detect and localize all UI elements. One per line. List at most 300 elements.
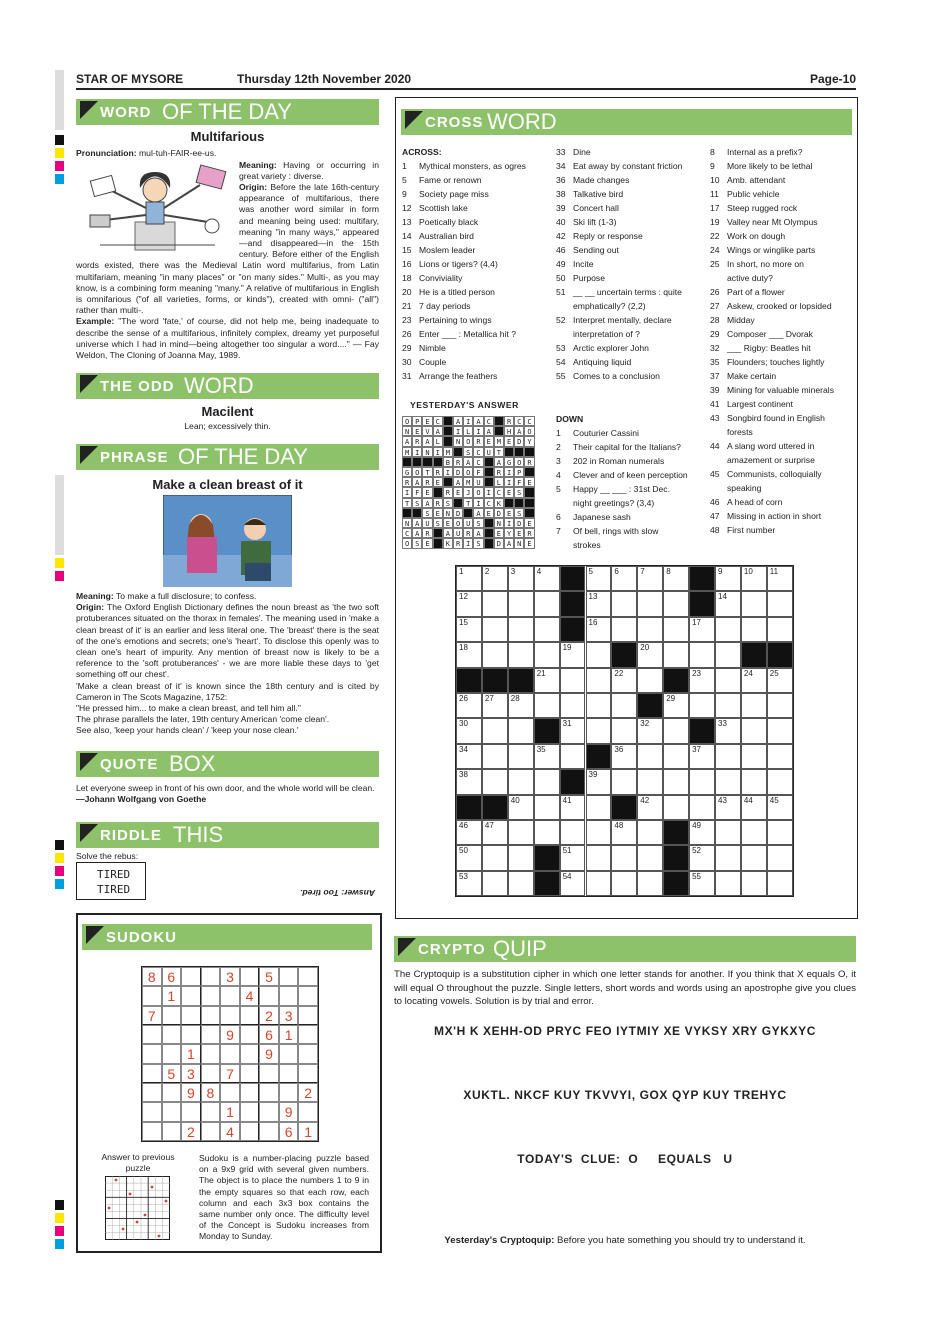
sudoku-cell[interactable]	[201, 1064, 221, 1083]
crossword-cell[interactable]: 44	[741, 795, 767, 820]
sudoku-cell[interactable]	[201, 986, 221, 1005]
crossword-cell[interactable]	[482, 591, 508, 616]
sudoku-cell[interactable]	[279, 1083, 299, 1102]
crossword-cell[interactable]	[767, 769, 793, 794]
answer-letter: A	[453, 416, 463, 426]
sudoku-cell[interactable]: 4	[240, 986, 260, 1005]
sudoku-cell[interactable]	[162, 1083, 182, 1102]
crossword-cell[interactable]	[508, 744, 534, 769]
sudoku-cell[interactable]: 7	[142, 1006, 162, 1025]
answer-letter: D	[453, 508, 463, 518]
crossword-cell[interactable]	[534, 642, 560, 667]
crossword-cell[interactable]	[586, 795, 612, 820]
yesterday-crossword-grid	[402, 416, 534, 548]
crossword-cell[interactable]	[715, 693, 741, 718]
sudoku-prev-label: Answer to previous puzzle	[101, 1152, 175, 1174]
crossword-cell[interactable]: 12	[456, 591, 482, 616]
crossword-cell[interactable]: 35	[534, 744, 560, 769]
crossword-cell[interactable]: 46	[456, 820, 482, 845]
crossword-cell[interactable]	[637, 820, 663, 845]
banner-title: PHRASE	[100, 449, 169, 466]
sudoku-cell[interactable]	[142, 1025, 162, 1044]
clue-item: 21 7 day periods	[402, 301, 471, 311]
answer-letter: A	[412, 518, 422, 528]
sudoku-cell[interactable]	[279, 1044, 299, 1063]
crossword-cell[interactable]: 13	[586, 591, 612, 616]
crossword-cell[interactable]: 38	[456, 769, 482, 794]
sudoku-cell[interactable]: 1	[298, 1122, 318, 1141]
crossword-cell[interactable]: 22	[611, 668, 637, 693]
crossword-cell[interactable]: 3	[508, 566, 534, 591]
crossword-cell[interactable]	[767, 871, 793, 896]
crossword-cell[interactable]: 33	[715, 718, 741, 743]
crossword-cell[interactable]	[715, 744, 741, 769]
crossword-cell[interactable]: 51	[560, 845, 586, 870]
crossword-cell[interactable]	[715, 820, 741, 845]
crossword-cell[interactable]	[663, 744, 689, 769]
clue-item: 29 Nimble	[402, 343, 446, 353]
answer-letter: M	[494, 436, 504, 446]
sudoku-cell[interactable]: 6	[279, 1122, 299, 1141]
crossword-cell[interactable]	[715, 845, 741, 870]
sudoku-cell[interactable]: 1	[181, 1044, 201, 1063]
crossword-cell[interactable]	[663, 617, 689, 642]
sudoku-cell[interactable]	[162, 1122, 182, 1141]
clue-item: 16 Lions or tigers? (4,4)	[402, 259, 498, 269]
sudoku-cell[interactable]: 6	[259, 1025, 279, 1044]
black-square	[402, 457, 412, 467]
answer-letter: Y	[524, 436, 534, 446]
answer-letter: R	[402, 477, 412, 487]
sudoku-cell[interactable]	[142, 1064, 162, 1083]
crossword-cell[interactable]	[663, 769, 689, 794]
crossword-cell[interactable]: 15	[456, 617, 482, 642]
sudoku-cell[interactable]	[201, 1006, 221, 1025]
crossword-cell[interactable]: 54	[560, 871, 586, 896]
cryptoquip-intro: The Cryptoquip is a substitution cipher in which one letter stands for another. If you think that X equals O, it will equal O throughout the puzzle. Single letters, short words and words using an apostrophe give you clues to locating vowels. Solution is by trial and error.	[394, 969, 856, 1007]
sudoku-cell[interactable]: 1	[162, 986, 182, 1005]
word-title: Multifarious	[190, 129, 265, 144]
crossword-cell[interactable]: 8	[663, 566, 689, 591]
sudoku-cell[interactable]: 8	[201, 1083, 221, 1102]
crossword-cell[interactable]	[689, 795, 715, 820]
clue-item: 3 202 in Roman numerals	[556, 456, 665, 466]
clue-item: strokes	[573, 540, 601, 550]
crossword-cell[interactable]	[482, 769, 508, 794]
crossword-cell[interactable]	[560, 693, 586, 718]
cryptoquip-clue: TODAY'S CLUE: O EQUALS U	[517, 1152, 733, 1166]
crossword-cell[interactable]: 31	[560, 718, 586, 743]
crossword-cell[interactable]	[637, 769, 663, 794]
sudoku-cell[interactable]	[181, 1006, 201, 1025]
clue-item: 48 First number	[710, 525, 776, 535]
sudoku-cell[interactable]: 2	[181, 1122, 201, 1141]
crossword-cell[interactable]: 19	[560, 642, 586, 667]
sudoku-cell[interactable]	[240, 1102, 260, 1121]
sudoku-cell[interactable]	[201, 1102, 221, 1121]
crossword-cell[interactable]	[586, 820, 612, 845]
sudoku-grid[interactable]	[141, 966, 319, 1142]
sudoku-cell[interactable]	[298, 1006, 318, 1025]
black-square	[663, 820, 689, 845]
crossword-cell[interactable]: 26	[456, 693, 482, 718]
sudoku-cell[interactable]	[298, 967, 318, 986]
crossword-cell[interactable]	[767, 693, 793, 718]
crossword-cell[interactable]	[637, 617, 663, 642]
sudoku-cell[interactable]: 4	[220, 1122, 240, 1141]
crossword-cell[interactable]	[663, 591, 689, 616]
answer-letter: C	[402, 528, 412, 538]
crossword-cell[interactable]	[611, 718, 637, 743]
answer-letter: F	[473, 467, 483, 477]
sudoku-cell[interactable]	[201, 1044, 221, 1063]
crossword-cell[interactable]	[637, 668, 663, 693]
crossword-cell[interactable]: 25	[767, 668, 793, 693]
sudoku-cell[interactable]	[181, 1102, 201, 1121]
clue-item: 5 Fame or renown	[402, 175, 482, 185]
crossword-cell[interactable]	[741, 845, 767, 870]
clue-item: 52 Interpret mentally, declare	[556, 315, 672, 325]
crossword-cell[interactable]	[508, 591, 534, 616]
crossword-cell[interactable]	[534, 617, 560, 642]
crossword-cell[interactable]: 45	[767, 795, 793, 820]
crossword-cell[interactable]	[586, 871, 612, 896]
sudoku-cell[interactable]	[240, 1083, 260, 1102]
odd-word-banner	[76, 373, 379, 399]
sudoku-cell[interactable]	[201, 1122, 221, 1141]
crossword-cell[interactable]: 28	[508, 693, 534, 718]
crossword-cell[interactable]: 16	[586, 617, 612, 642]
answer-letter: R	[494, 467, 504, 477]
crossword-cell[interactable]: 6	[611, 566, 637, 591]
crossword-cell[interactable]	[482, 744, 508, 769]
sudoku-cell[interactable]	[259, 1083, 279, 1102]
sudoku-cell[interactable]	[259, 1102, 279, 1121]
crossword-cell[interactable]: 36	[611, 744, 637, 769]
sudoku-cell[interactable]: 1	[279, 1025, 299, 1044]
crossword-cell[interactable]: 18	[456, 642, 482, 667]
crossword-cell[interactable]	[560, 820, 586, 845]
crossword-cell[interactable]	[663, 642, 689, 667]
answer-letter: O	[514, 457, 524, 467]
crossword-cell[interactable]	[508, 642, 534, 667]
sudoku-cell[interactable]: 6	[162, 967, 182, 986]
answer-letter: M	[463, 477, 473, 487]
sudoku-cell[interactable]	[298, 1025, 318, 1044]
sudoku-cell[interactable]	[201, 1025, 221, 1044]
answer-letter: A	[412, 528, 422, 538]
crossword-cell[interactable]: 30	[456, 718, 482, 743]
answer-letter: F	[514, 477, 524, 487]
clue-item: 6 Japanese sash	[556, 512, 631, 522]
clue-item: 4 Clever and of keen perception	[556, 470, 688, 480]
banner-title-light: OF THE DAY	[178, 444, 308, 469]
answer-letter: R	[473, 436, 483, 446]
crossword-cell[interactable]: 14	[715, 591, 741, 616]
answer-letter: N	[443, 508, 453, 518]
sudoku-cell[interactable]	[298, 1044, 318, 1063]
black-square	[611, 795, 637, 820]
crossword-cell[interactable]	[767, 591, 793, 616]
answer-letter: K	[443, 538, 453, 548]
sudoku-cell[interactable]: 3	[181, 1064, 201, 1083]
crossword-cell[interactable]	[534, 591, 560, 616]
crossword-cell[interactable]: 9	[715, 566, 741, 591]
crossword-cell[interactable]	[611, 693, 637, 718]
crossword-cell[interactable]: 34	[456, 744, 482, 769]
answer-letter: E	[504, 508, 514, 518]
crossword-cell[interactable]	[534, 769, 560, 794]
sudoku-cell[interactable]	[142, 1083, 162, 1102]
answer-letter: R	[463, 528, 473, 538]
crossword-cell[interactable]	[663, 718, 689, 743]
sudoku-cell[interactable]	[298, 986, 318, 1005]
crossword-cell[interactable]	[741, 693, 767, 718]
sudoku-cell[interactable]: 7	[220, 1064, 240, 1083]
sudoku-cell[interactable]	[240, 1044, 260, 1063]
crossword-cell[interactable]	[508, 820, 534, 845]
crossword-cell[interactable]	[611, 845, 637, 870]
sudoku-cell[interactable]: 9	[259, 1044, 279, 1063]
crossword-cell[interactable]: 29	[663, 693, 689, 718]
sudoku-cell[interactable]: 9	[220, 1025, 240, 1044]
crossword-cell[interactable]: 50	[456, 845, 482, 870]
banner-title: SUDOKU	[106, 929, 178, 946]
answer-letter: S	[473, 538, 483, 548]
crossword-cell[interactable]	[663, 795, 689, 820]
sudoku-cell[interactable]	[298, 1064, 318, 1083]
crossword-cell[interactable]: 37	[689, 744, 715, 769]
black-square	[611, 642, 637, 667]
crossword-cell[interactable]	[741, 820, 767, 845]
sudoku-cell[interactable]	[259, 986, 279, 1005]
crossword-cell[interactable]: 41	[560, 795, 586, 820]
crossword-cell[interactable]: 11	[767, 566, 793, 591]
clue-item: 34 Eat away by constant friction	[556, 161, 683, 171]
crossword-cell[interactable]: 1	[456, 566, 482, 591]
clue-item: 15 Moslem leader	[402, 245, 476, 255]
crossword-cell[interactable]: 42	[637, 795, 663, 820]
crossword-cell[interactable]	[482, 642, 508, 667]
yesterday-cryptoquip: Yesterday's Cryptoquip: Before you hate something you should try to understand it.	[444, 1235, 806, 1246]
crossword-cell[interactable]	[715, 668, 741, 693]
sudoku-cell[interactable]	[259, 1064, 279, 1083]
sudoku-cell[interactable]	[142, 1044, 162, 1063]
crossword-cell[interactable]	[767, 845, 793, 870]
banner-title-light: QUIP	[493, 936, 547, 961]
clue-item: active duty?	[727, 273, 773, 283]
sudoku-cell[interactable]: 1	[220, 1102, 240, 1121]
crossword-cell[interactable]	[586, 718, 612, 743]
crossword-cell[interactable]	[586, 668, 612, 693]
answer-letter: E	[484, 436, 494, 446]
crossword-cell[interactable]	[611, 591, 637, 616]
sudoku-cell[interactable]: 8	[142, 967, 162, 986]
sudoku-cell[interactable]	[240, 1122, 260, 1141]
answer-letter: I	[453, 426, 463, 436]
crossword-cell[interactable]	[482, 617, 508, 642]
crossword-cell[interactable]: 48	[611, 820, 637, 845]
sudoku-cell[interactable]	[181, 967, 201, 986]
sudoku-cell[interactable]: 9	[279, 1102, 299, 1121]
crossword-cell[interactable]	[560, 668, 586, 693]
answer-letter: A	[453, 477, 463, 487]
sudoku-cell[interactable]	[259, 1122, 279, 1141]
crossword-cell[interactable]: 55	[689, 871, 715, 896]
crossword-cell[interactable]: 40	[508, 795, 534, 820]
sudoku-cell[interactable]	[240, 1064, 260, 1083]
answer-letter: A	[422, 498, 432, 508]
crossword-cell[interactable]: 39	[586, 769, 612, 794]
crossword-cell[interactable]: 43	[715, 795, 741, 820]
crossword-cell[interactable]	[637, 744, 663, 769]
crossword-cell[interactable]	[767, 744, 793, 769]
crossword-cell[interactable]	[534, 693, 560, 718]
sudoku-cell[interactable]	[279, 986, 299, 1005]
crossword-cell[interactable]: 53	[456, 871, 482, 896]
black-square	[443, 426, 453, 436]
sudoku-cell[interactable]	[142, 1102, 162, 1121]
crossword-cell[interactable]	[715, 871, 741, 896]
clue-item: 51 __ __ uncertain terms : quite	[556, 287, 682, 297]
crossword-cell[interactable]: 27	[482, 693, 508, 718]
crossword-cell[interactable]	[482, 845, 508, 870]
crossword-cell[interactable]: 2	[482, 566, 508, 591]
crossword-cell[interactable]: 49	[689, 820, 715, 845]
sudoku-cell[interactable]	[220, 1006, 240, 1025]
crossword-cell[interactable]	[767, 617, 793, 642]
answer-letter: D	[494, 508, 504, 518]
crossword-cell[interactable]	[508, 871, 534, 896]
answer-letter: I	[504, 477, 514, 487]
crossword-cell[interactable]	[689, 693, 715, 718]
crossword-cell[interactable]: 23	[689, 668, 715, 693]
crossword-cell[interactable]	[741, 871, 767, 896]
sudoku-cell[interactable]	[162, 1044, 182, 1063]
crossword-cell[interactable]	[586, 693, 612, 718]
crossword-cell[interactable]	[508, 769, 534, 794]
sudoku-cell[interactable]	[240, 967, 260, 986]
answer-letter: M	[443, 447, 453, 457]
answer-letter: U	[484, 447, 494, 457]
crossword-cell[interactable]	[741, 769, 767, 794]
crossword-cell[interactable]: 21	[534, 668, 560, 693]
sudoku-cell[interactable]	[220, 986, 240, 1005]
sudoku-cell[interactable]	[142, 986, 162, 1005]
sudoku-cell[interactable]	[181, 1025, 201, 1044]
sudoku-cell[interactable]	[298, 1102, 318, 1121]
crossword-cell[interactable]	[741, 718, 767, 743]
crossword-cell[interactable]	[767, 718, 793, 743]
crossword-cell[interactable]	[637, 591, 663, 616]
crossword-cell[interactable]: 10	[741, 566, 767, 591]
crossword-cell[interactable]	[715, 769, 741, 794]
sudoku-cell[interactable]	[162, 1025, 182, 1044]
clue-item: 55 Comes to a conclusion	[556, 371, 660, 381]
crossword-cell[interactable]: 32	[637, 718, 663, 743]
sudoku-cell[interactable]	[240, 1006, 260, 1025]
sudoku-cell[interactable]	[162, 1102, 182, 1121]
crossword-cell[interactable]	[689, 642, 715, 667]
answer-letter: V	[422, 426, 432, 436]
crossword-cell[interactable]	[715, 617, 741, 642]
crossword-cell[interactable]	[586, 642, 612, 667]
crossword-cell[interactable]	[508, 845, 534, 870]
answer-letter: O	[473, 487, 483, 497]
crossword-cell[interactable]	[508, 617, 534, 642]
cryptoquip-banner	[394, 936, 856, 962]
crossword-cell[interactable]	[482, 871, 508, 896]
sudoku-cell[interactable]: 2	[298, 1083, 318, 1102]
sudoku-cell[interactable]	[142, 1122, 162, 1141]
registration-mark	[55, 879, 64, 889]
rebus-line: TIRED	[97, 883, 131, 896]
sudoku-cell[interactable]	[279, 967, 299, 986]
crossword-cell[interactable]	[611, 769, 637, 794]
crossword-cell[interactable]	[534, 820, 560, 845]
crossword-cell[interactable]	[482, 718, 508, 743]
across-clues-col1: ACROSS: 1 Mythical monsters, as ogres 5 Fame or renown 9 Society page miss 12 Scottish lake 13 Poetically black 14 Australian bird 15 Moslem leader 16 Lions or tigers? (4,4) 18 Conviviality 20 He is a titled person 21 7 day periods 23 Pertaining to wings 26 Enter ___ : Metallica hit ? 29 Nimble 30 Couple 31 Arrange the feathers	[402, 145, 552, 383]
crossword-cell[interactable]	[767, 820, 793, 845]
crossword-grid[interactable]	[455, 565, 794, 897]
crossword-cell[interactable]: 47	[482, 820, 508, 845]
sudoku-cell[interactable]	[181, 986, 201, 1005]
sudoku-cell[interactable]	[220, 1083, 240, 1102]
sudoku-cell[interactable]: 3	[279, 1006, 299, 1025]
sudoku-cell[interactable]	[162, 1006, 182, 1025]
crossword-cell[interactable]: 20	[637, 642, 663, 667]
answer-letter: P	[514, 467, 524, 477]
sudoku-banner	[82, 924, 372, 950]
sudoku-cell[interactable]	[201, 967, 221, 986]
sudoku-cell[interactable]	[279, 1064, 299, 1083]
black-square	[637, 693, 663, 718]
crossword-cell[interactable]	[741, 617, 767, 642]
sudoku-cell[interactable]: 5	[259, 967, 279, 986]
sudoku-cell[interactable]	[220, 1044, 240, 1063]
crossword-cell[interactable]	[741, 744, 767, 769]
crossword-cell[interactable]	[637, 845, 663, 870]
crossword-cell[interactable]: 4	[534, 566, 560, 591]
crossword-cell[interactable]	[611, 617, 637, 642]
sudoku-cell[interactable]: 9	[181, 1083, 201, 1102]
crossword-cell[interactable]: 24	[741, 668, 767, 693]
crossword-cell[interactable]	[534, 795, 560, 820]
sudoku-cell[interactable]: 2	[259, 1006, 279, 1025]
crossword-cell[interactable]: 7	[637, 566, 663, 591]
crossword-cell[interactable]	[560, 744, 586, 769]
black-square	[560, 769, 586, 794]
answer-letter: Y	[504, 528, 514, 538]
crossword-cell[interactable]	[586, 845, 612, 870]
answer-letter: G	[402, 467, 412, 477]
crossword-cell[interactable]: 52	[689, 845, 715, 870]
sudoku-cell[interactable]	[240, 1025, 260, 1044]
clue-item: 20 He is a titled person	[402, 287, 495, 297]
crossword-cell[interactable]: 17	[689, 617, 715, 642]
crossword-cell[interactable]: 5	[586, 566, 612, 591]
crossword-cell[interactable]	[637, 871, 663, 896]
black-square	[412, 457, 422, 467]
crossword-cell[interactable]	[611, 871, 637, 896]
sudoku-cell[interactable]: 3	[220, 967, 240, 986]
answer-letter: U	[422, 518, 432, 528]
crossword-cell[interactable]	[508, 718, 534, 743]
sudoku-cell[interactable]: 5	[162, 1064, 182, 1083]
crossword-cell[interactable]	[741, 591, 767, 616]
crossword-cell[interactable]	[715, 642, 741, 667]
crossword-cell[interactable]	[689, 769, 715, 794]
